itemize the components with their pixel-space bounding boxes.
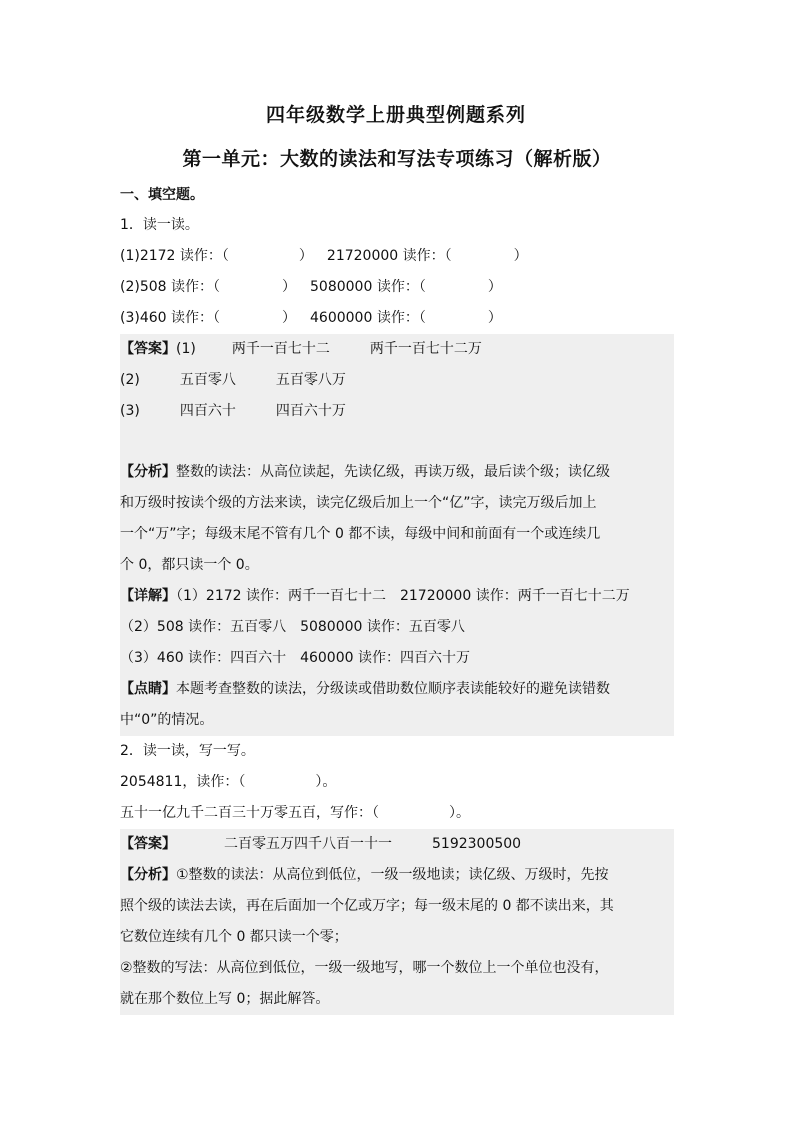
point-text-1: 本题考查整数的读法，分级读或借助数位顺序表读能较好的避免读错数 xyxy=(176,681,610,697)
detail-line-2: （2）508 读作：五百零八 5080000 读作：五百零八 xyxy=(120,619,465,635)
analysis-text-1: 整数的读法：从高位读起，先读亿级，再读万级，最后读个级；读亿级 xyxy=(176,464,610,480)
question-1-item-3 xyxy=(120,303,674,334)
question-1-item-1 xyxy=(120,241,674,272)
analysis-line-3: 一个“万”字；每级末尾不管有几个 0 都不读，每级中间和前面有一个或连续几 xyxy=(120,526,601,542)
item-1-part-a: (1)2172 读作：（ xyxy=(120,248,229,264)
question-1-solution xyxy=(120,334,674,736)
question-1-stem: 1．读一读。 xyxy=(120,217,199,233)
q2-write-close: ）。 xyxy=(449,805,470,821)
q2-analysis-text-1: ①整数的读法：从高位到低位，一级一级地读；读亿级、万级时，先按 xyxy=(176,867,609,883)
document-title: 四年级数学上册典型例题系列 xyxy=(265,104,526,126)
answer-1-a: 两千一百七十二 xyxy=(231,341,330,357)
item-2-part-a: (2)508 读作：（ xyxy=(120,279,221,295)
analysis-line-2: 和万级时按读个级的方法来读，读完亿级后加上一个“亿”字，读完万级后加上 xyxy=(120,495,597,511)
item-1-part-b: 21720000 读作：（ xyxy=(326,248,452,264)
q2-answer-b: 5192300500 xyxy=(432,836,522,852)
answer-1-num: (1) xyxy=(176,341,196,357)
answer-line-1 xyxy=(120,334,674,365)
document-subtitle: 第一单元：大数的读法和写法专项练习（解析版） xyxy=(182,148,612,170)
item-2-part-a-close: ） xyxy=(282,279,297,295)
detail-line-1 xyxy=(120,581,674,612)
q2-analysis-line-1 xyxy=(120,860,674,891)
answer-2-num: (2) xyxy=(120,372,140,388)
point-line-2: 中“0”的情况。 xyxy=(120,712,214,728)
answer-1-b: 两千一百七十二万 xyxy=(369,341,482,357)
question-2-stem: 2．读一读，写一写。 xyxy=(120,743,255,759)
answer-3-b: 四百六十万 xyxy=(275,403,346,419)
item-3-part-b-close: ） xyxy=(487,310,502,326)
q2-read-close: ）。 xyxy=(315,774,337,790)
point-label: 【点睛】 xyxy=(120,681,176,697)
item-2-part-b-close: ） xyxy=(487,279,502,295)
answer-2-b: 五百零八万 xyxy=(275,372,346,388)
answer-label: 【答案】 xyxy=(120,341,176,357)
q2-read-prompt: 2054811，读作：（ xyxy=(120,774,246,790)
section-heading: 一、填空题。 xyxy=(120,187,204,203)
q2-answer-a: 二百零五万四千八百一十一 xyxy=(224,836,392,852)
question-2-line-2 xyxy=(120,798,674,829)
answer-3-num: (3) xyxy=(120,403,140,419)
analysis-line-4: 个 0，都只读一个 0。 xyxy=(120,557,259,573)
analysis-label: 【分析】 xyxy=(120,464,176,480)
blank-space xyxy=(120,427,674,457)
answer-2-a: 五百零八 xyxy=(179,372,236,388)
q2-analysis-line-2: 照个级的读法去读，再在后面加一个亿或万字；每一级末尾的 0 都不读出来，其 xyxy=(120,898,614,914)
detail-label: 【详解】 xyxy=(120,588,176,604)
item-3-part-a-close: ） xyxy=(282,310,297,326)
q2-answer-line xyxy=(120,829,674,860)
item-3-part-b: 4600000 读作：（ xyxy=(310,310,426,326)
item-1-part-b-close: ） xyxy=(513,248,528,264)
item-1-part-a-close: ） xyxy=(298,248,313,264)
answer-line-2 xyxy=(120,365,674,396)
detail-line-3: （3）460 读作：四百六十 460000 读作：四百六十万 xyxy=(120,650,470,666)
question-2-line-1 xyxy=(120,767,674,798)
q2-analysis-line-4: ②整数的写法：从高位到低位，一级一级地写，哪一个数位上一个单位也没有， xyxy=(120,960,609,976)
point-line-1 xyxy=(120,674,674,705)
q2-analysis-line-3: 它数位连续有几个 0 都只读一个零； xyxy=(120,929,348,945)
answer-line-3 xyxy=(120,396,674,427)
detail-text-1: （1）2172 读作：两千一百七十二 21720000 读作：两千一百七十二万 xyxy=(176,588,630,604)
answer-3-a: 四百六十 xyxy=(179,403,236,419)
q2-answer-label: 【答案】 xyxy=(120,836,176,852)
document-page xyxy=(120,98,674,1015)
item-3-part-a: (3)460 读作：（ xyxy=(120,310,221,326)
question-1-item-2 xyxy=(120,272,674,303)
q2-write-prompt: 五十一亿九千二百三十万零五百，写作：（ xyxy=(120,805,379,821)
q2-analysis-label: 【分析】 xyxy=(120,867,176,883)
q2-analysis-line-5: 就在那个数位上写 0；据此解答。 xyxy=(120,991,330,1007)
item-2-part-b: 5080000 读作：（ xyxy=(310,279,426,295)
analysis-line-1 xyxy=(120,457,674,488)
question-2-solution xyxy=(120,829,674,1015)
